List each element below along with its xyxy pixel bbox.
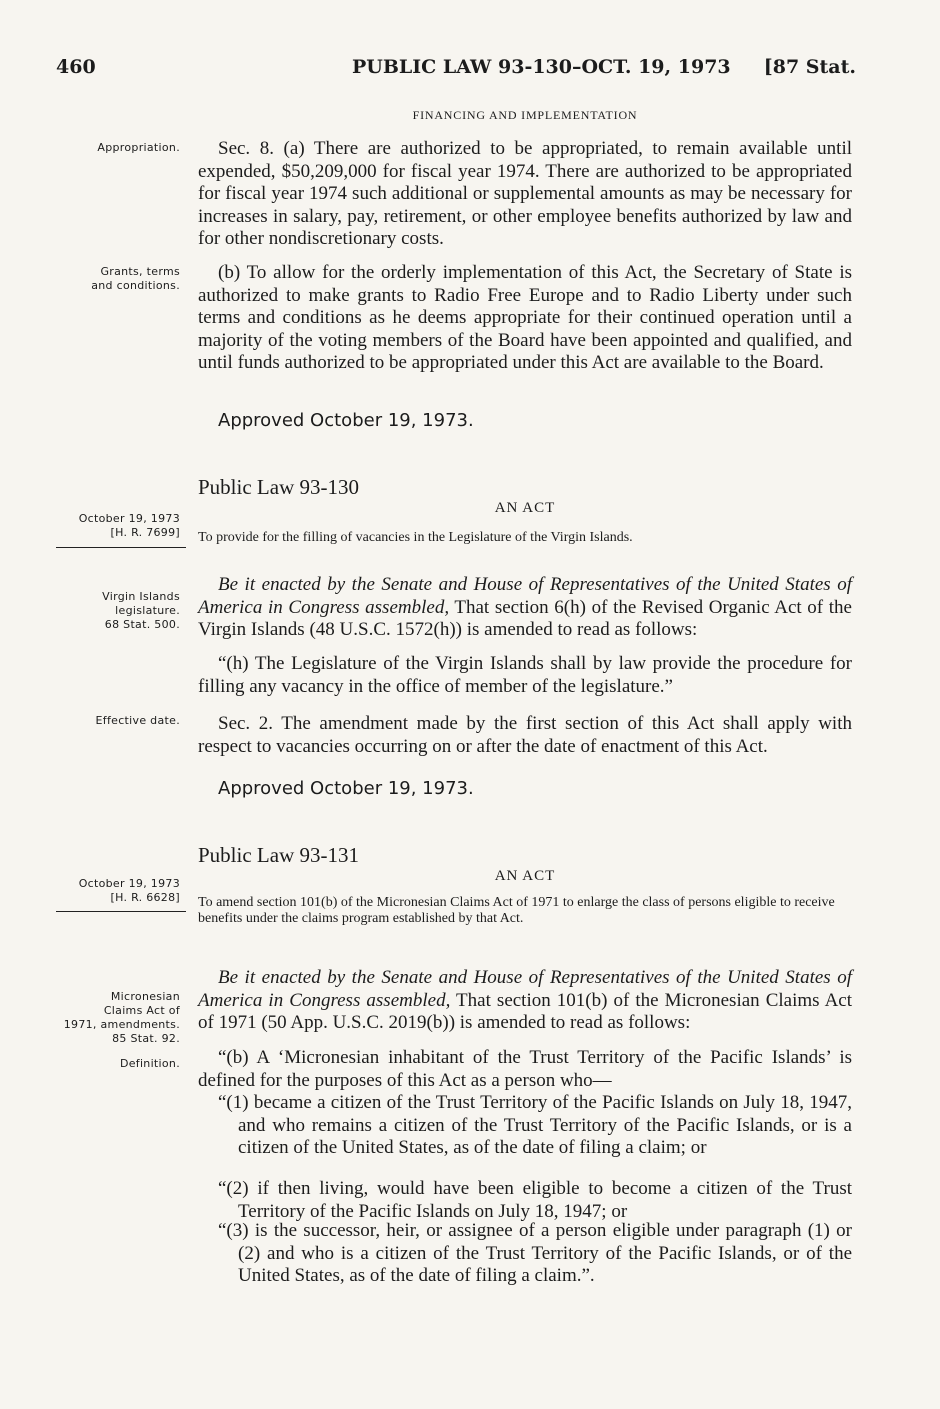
definition-item-1: “(1) became a citizen of the Trust Territory of the Pacific Islands on July 18, 1947, and who remains a citizen of the Trust Territory of the Pacific Islands, or is a citizen of the United States, as of the date of filing a claim; or xyxy=(218,1092,852,1158)
margin-note-micronesian: Micronesian Claims Act of 1971, amendments. 85 Stat. 92. xyxy=(63,990,180,1045)
margin-rule-131 xyxy=(56,911,186,912)
margin-note-effective-date: Effective date. xyxy=(95,714,180,727)
page-number: 460 xyxy=(56,56,96,78)
public-law-title-131: Public Law 93-131 xyxy=(198,843,359,867)
purpose-130: To provide for the filling of vacancies in the Legislature of the Virgin Islands. xyxy=(198,530,633,545)
definition-item-3: “(3) is the successor, heir, or assignee of a person eligible under paragraph (1) or (2) and who is a citizen of the Trust Territory of the Pacific Islands, or of the United States, as of the date of filing a claim.”. xyxy=(218,1220,852,1286)
section-heading: FINANCING AND IMPLEMENTATION xyxy=(412,108,638,122)
an-act-131: AN ACT xyxy=(494,868,556,884)
section8-para-a: Sec. 8. (a) There are authorized to be appropriated, to remain available until expended, $50,209,000 for fiscal year 1974. There are authorized to be appropriated for fiscal year 1974 such additional or supplemental amounts as may be necessary for increases in salary, pay, retirement, or other employee benefits authorized by law and for other nondiscretionary costs. xyxy=(198,138,852,249)
purpose-131: To amend section 101(b) of the Micronesian Claims Act of 1971 to enlarge the class of persons eligible to receive benefits under the claims program established by that Act. xyxy=(198,895,835,926)
stat-reference: [87 Stat. xyxy=(763,56,856,78)
definition-b: “(b) A ‘Micronesian inhabitant of the Trust Territory of the Pacific Islands’ is defined for the purposes of this Act as a person who— xyxy=(198,1047,852,1091)
approved-date-1: Approved October 19, 1973. xyxy=(218,410,474,431)
public-law-title-130: Public Law 93-130 xyxy=(198,475,359,499)
margin-note-date-131: October 19, 1973 [H. R. 6628] xyxy=(78,877,180,904)
running-title: PUBLIC LAW 93-130–OCT. 19, 1973 xyxy=(352,56,731,78)
section8-para-b: (b) To allow for the orderly implementation of this Act, the Secretary of State is authorized to make grants to Radio Free Europe and to Radio Liberty under such terms and conditions as he deems appropriate for their continued operation until a majority of the voting members of the Board have been appointed and qualified, and until funds authorized to be appropriated under this Act are available to the Board. xyxy=(198,262,852,373)
enacting-clause-130: Be it enacted by the Senate and House of Representatives of the United States of America in Congress assembled, That section 6(h) of the Revised Organic Act of the Virgin Islands (48 U.S.C. 1572(h)) is amended to read as follows: xyxy=(198,574,852,640)
margin-note-appropriation: Appropriation. xyxy=(97,141,180,154)
amended-text-130: “(h) The Legislature of the Virgin Islands shall by law provide the procedure for filling any vacancy in the office of member of the legislature.” xyxy=(198,653,852,697)
enacting-clause-131: Be it enacted by the Senate and House of Representatives of the United States of America in Congress assembled, That section 101(b) of the Micronesian Claims Act of 1971 (50 App. U.S.C. 2019(b)) is amended to read as follows: xyxy=(198,967,852,1033)
approved-date-2: Approved October 19, 1973. xyxy=(218,778,474,799)
margin-note-virgin-islands: Virgin Islands legislature. 68 Stat. 500. xyxy=(102,590,180,631)
an-act-130: AN ACT xyxy=(494,500,556,516)
page-header xyxy=(56,56,856,86)
margin-note-date-130: October 19, 1973 [H. R. 7699] xyxy=(78,512,180,539)
margin-note-grants: Grants, terms and conditions. xyxy=(91,265,180,292)
definition-item-2: “(2) if then living, would have been eligible to become a citizen of the Trust Territory of the Pacific Islands on July 18, 1947; or xyxy=(218,1178,852,1222)
margin-note-definition: Definition. xyxy=(119,1057,180,1070)
section2-130: Sec. 2. The amendment made by the first section of this Act shall apply with respect to vacancies occurring on or after the date of enactment of this Act. xyxy=(198,713,852,757)
margin-rule-130 xyxy=(56,547,186,548)
